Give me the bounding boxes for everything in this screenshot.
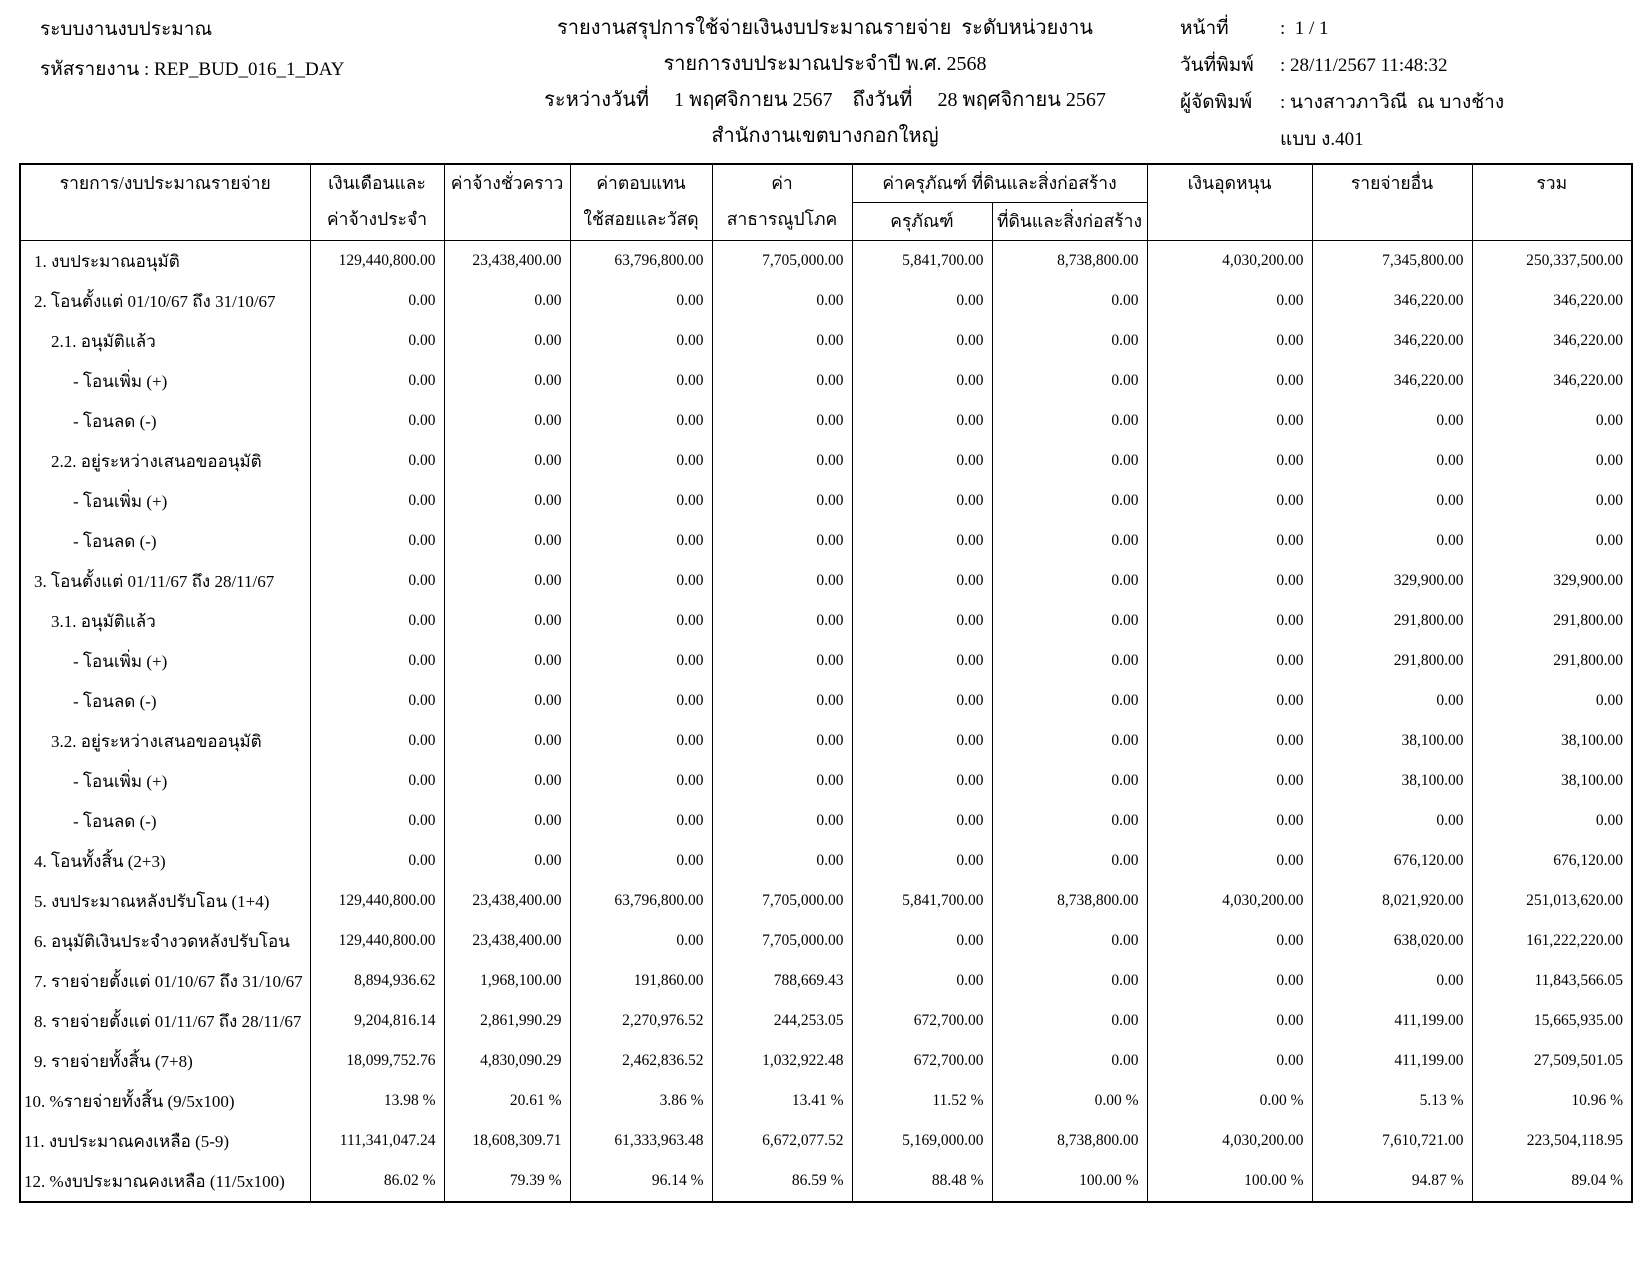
row-label: 6. อนุมัติเงินประจำงวดหลังปรับโอน [20, 921, 310, 961]
row-value: 0.00 [992, 921, 1147, 961]
row-value: 0.00 [444, 841, 570, 881]
row-value: 0.00 [1147, 761, 1312, 801]
row-label: - โอนลด (-) [20, 521, 310, 561]
row-value: 0.00 [444, 281, 570, 321]
row-value: 27,509,501.05 [1472, 1041, 1632, 1081]
row-value: 0.00 [570, 641, 712, 681]
row-value: 89.04 % [1472, 1161, 1632, 1202]
row-value: 8,738,800.00 [992, 1121, 1147, 1161]
row-value: 0.00 [310, 321, 444, 361]
row-value: 0.00 [992, 641, 1147, 681]
row-value: 0.00 [1147, 441, 1312, 481]
row-value: 329,900.00 [1312, 561, 1472, 601]
row-value: 0.00 [570, 681, 712, 721]
row-value: 672,700.00 [852, 1041, 992, 1081]
row-label: 12. %งบประมาณคงเหลือ (11/5x100) [20, 1161, 310, 1202]
row-value: 100.00 % [992, 1161, 1147, 1202]
row-value: 0.00 [570, 601, 712, 641]
row-value: 0.00 [310, 441, 444, 481]
row-value: 346,220.00 [1312, 321, 1472, 361]
row-value: 0.00 [570, 401, 712, 441]
row-value: 5,841,700.00 [852, 881, 992, 921]
report-org-name: สำนักงานเขตบางกอกใหญ่ [711, 125, 939, 147]
table-row [20, 241, 1632, 282]
row-value: 0.00 [712, 321, 852, 361]
row-value: 2,462,836.52 [570, 1041, 712, 1081]
row-value: 0.00 [310, 681, 444, 721]
row-value: 100.00 % [1147, 1161, 1312, 1202]
table-row [20, 361, 1632, 401]
printed-by-label: ผู้จัดพิมพ์ [1180, 92, 1253, 113]
row-value: 0.00 [570, 281, 712, 321]
row-value: 223,504,118.95 [1472, 1121, 1632, 1161]
row-value: 18,099,752.76 [310, 1041, 444, 1081]
row-value: 0.00 [992, 521, 1147, 561]
system-name: ระบบงานงบประมาณ [40, 19, 213, 40]
report-subtitle: รายการงบประมาณประจำปี พ.ศ. 2568 [663, 53, 987, 75]
row-value: 0.00 % [992, 1081, 1147, 1121]
row-value: 7,345,800.00 [1312, 241, 1472, 282]
row-label: - โอนลด (-) [20, 401, 310, 441]
row-value: 0.00 [1472, 801, 1632, 841]
row-value: 676,120.00 [1312, 841, 1472, 881]
row-label: 3. โอนตั้งแต่ 01/11/67 ถึง 28/11/67 [20, 561, 310, 601]
row-value: 0.00 [444, 601, 570, 641]
row-value: 0.00 [712, 681, 852, 721]
row-value: 5,841,700.00 [852, 241, 992, 282]
row-value: 1,032,922.48 [712, 1041, 852, 1081]
row-value: 0.00 [1147, 1041, 1312, 1081]
row-value: 5.13 % [1312, 1081, 1472, 1121]
row-value: 0.00 % [1147, 1081, 1312, 1121]
row-value: 0.00 [444, 481, 570, 521]
row-label: - โอนเพิ่ม (+) [20, 641, 310, 681]
row-value: 0.00 [1472, 401, 1632, 441]
row-label: - โอนเพิ่ม (+) [20, 481, 310, 521]
col-header-salary: เงินเดือนและ ค่าจ้างประจำ [310, 164, 444, 241]
row-value: 346,220.00 [1312, 361, 1472, 401]
table-row [20, 601, 1632, 641]
row-value: 0.00 [712, 361, 852, 401]
row-value: 0.00 [852, 961, 992, 1001]
row-value: 0.00 [1147, 1001, 1312, 1041]
row-value: 0.00 [1147, 681, 1312, 721]
row-value: 4,830,090.29 [444, 1041, 570, 1081]
row-label: 7. รายจ่ายตั้งแต่ 01/10/67 ถึง 31/10/67 [20, 961, 310, 1001]
table-row [20, 1081, 1632, 1121]
row-label: 2.2. อยู่ระหว่างเสนอขออนุมัติ [20, 441, 310, 481]
row-value: 251,013,620.00 [1472, 881, 1632, 921]
row-value: 0.00 [992, 1041, 1147, 1081]
printed-by-value: : นางสาวภาวิณี ณ บางช้าง [1280, 92, 1505, 113]
row-label: 10. %รายจ่ายทั้งสิ้น (9/5x100) [20, 1081, 310, 1121]
row-value: 0.00 [444, 681, 570, 721]
row-value: 0.00 [444, 441, 570, 481]
col-header-subsidy: เงินอุดหนุน [1147, 164, 1312, 241]
row-value: 0.00 [992, 361, 1147, 401]
row-value: 0.00 [310, 841, 444, 881]
page-number-value: : 1 / 1 [1280, 18, 1329, 39]
table-row [20, 1001, 1632, 1041]
row-value: 411,199.00 [1312, 1041, 1472, 1081]
row-value: 0.00 [852, 761, 992, 801]
table-row [20, 761, 1632, 801]
table-header [20, 164, 1632, 241]
row-value: 0.00 [1147, 321, 1312, 361]
table-row [20, 1121, 1632, 1161]
row-value: 0.00 [570, 921, 712, 961]
row-label: - โอนลด (-) [20, 681, 310, 721]
table-row [20, 441, 1632, 481]
row-value: 346,220.00 [1472, 281, 1632, 321]
row-value: 0.00 [570, 481, 712, 521]
row-value: 0.00 [712, 521, 852, 561]
row-value: 0.00 [852, 561, 992, 601]
table-row [20, 961, 1632, 1001]
table-row [20, 521, 1632, 561]
col-header-temp-wage: ค่าจ้างชั่วคราว [444, 164, 570, 241]
row-value: 8,738,800.00 [992, 241, 1147, 282]
row-value: 0.00 [1312, 401, 1472, 441]
row-value: 0.00 [852, 281, 992, 321]
row-value: 96.14 % [570, 1161, 712, 1202]
row-value: 0.00 [852, 401, 992, 441]
row-value: 0.00 [1147, 401, 1312, 441]
col-header-items: รายการ/งบประมาณรายจ่าย [20, 164, 310, 241]
row-value: 7,705,000.00 [712, 921, 852, 961]
row-label: 3.2. อยู่ระหว่างเสนอขออนุมัติ [20, 721, 310, 761]
row-value: 86.59 % [712, 1161, 852, 1202]
row-value: 0.00 [310, 721, 444, 761]
row-value: 0.00 [992, 561, 1147, 601]
row-value: 0.00 [310, 401, 444, 441]
row-value: 4,030,200.00 [1147, 881, 1312, 921]
row-label: 8. รายจ่ายตั้งแต่ 01/11/67 ถึง 28/11/67 [20, 1001, 310, 1041]
row-value: 0.00 [570, 561, 712, 601]
row-value: 0.00 [852, 481, 992, 521]
row-value: 0.00 [1472, 441, 1632, 481]
row-value: 0.00 [992, 801, 1147, 841]
row-label: 11. งบประมาณคงเหลือ (5-9) [20, 1121, 310, 1161]
row-value: 0.00 [570, 441, 712, 481]
row-value: 291,800.00 [1472, 641, 1632, 681]
page-number-label: หน้าที่ [1180, 18, 1229, 39]
row-value: 0.00 [444, 361, 570, 401]
row-value: 0.00 [310, 801, 444, 841]
row-value: 346,220.00 [1472, 361, 1632, 401]
row-value: 8,894,936.62 [310, 961, 444, 1001]
row-value: 0.00 [992, 401, 1147, 441]
table-row [20, 321, 1632, 361]
report-code: รหัสรายงาน : REP_BUD_016_1_DAY [40, 59, 345, 80]
table-row [20, 721, 1632, 761]
table-row [20, 481, 1632, 521]
form-code-spacer [1180, 121, 1280, 158]
row-value: 0.00 [992, 841, 1147, 881]
row-value: 0.00 [1312, 521, 1472, 561]
table-row [20, 841, 1632, 881]
table-row [20, 281, 1632, 321]
row-value: 0.00 [992, 601, 1147, 641]
row-value: 0.00 [310, 761, 444, 801]
row-value: 0.00 [1147, 361, 1312, 401]
col-header-equipment: ครุภัณฑ์ [852, 203, 992, 241]
row-value: 0.00 [712, 841, 852, 881]
row-value: 0.00 [852, 441, 992, 481]
print-date-label: วันที่พิมพ์ [1180, 55, 1254, 76]
row-value: 0.00 [1147, 601, 1312, 641]
row-value: 0.00 [1147, 961, 1312, 1001]
row-value: 291,800.00 [1312, 641, 1472, 681]
row-value: 0.00 [1312, 801, 1472, 841]
row-value: 0.00 [852, 601, 992, 641]
row-value: 10.96 % [1472, 1081, 1632, 1121]
row-value: 0.00 [570, 761, 712, 801]
row-value: 61,333,963.48 [570, 1121, 712, 1161]
row-value: 0.00 [1472, 521, 1632, 561]
row-value: 0.00 [852, 721, 992, 761]
row-value: 0.00 [310, 361, 444, 401]
table-row [20, 641, 1632, 681]
table-row [20, 921, 1632, 961]
row-value: 129,440,800.00 [310, 881, 444, 921]
report-header-right [1180, 10, 1504, 158]
row-value: 0.00 [992, 1001, 1147, 1041]
row-value: 0.00 [712, 281, 852, 321]
row-value: 0.00 [310, 281, 444, 321]
row-value: 94.87 % [1312, 1161, 1472, 1202]
row-value: 0.00 [712, 441, 852, 481]
row-value: 38,100.00 [1472, 761, 1632, 801]
row-value: 13.41 % [712, 1081, 852, 1121]
row-value: 0.00 [992, 281, 1147, 321]
table-body [20, 241, 1632, 1203]
row-value: 788,669.43 [712, 961, 852, 1001]
row-value: 346,220.00 [1472, 321, 1632, 361]
row-value: 244,253.05 [712, 1001, 852, 1041]
row-value: 15,665,935.00 [1472, 1001, 1632, 1041]
budget-summary-table [19, 163, 1633, 1203]
col-header-equipment-land-group: ค่าครุภัณฑ์ ที่ดินและสิ่งก่อสร้าง [852, 164, 1147, 203]
row-value: 4,030,200.00 [1147, 1121, 1312, 1161]
row-value: 0.00 [444, 401, 570, 441]
row-value: 5,169,000.00 [852, 1121, 992, 1161]
row-value: 0.00 [570, 321, 712, 361]
row-value: 129,440,800.00 [310, 921, 444, 961]
row-value: 0.00 [444, 321, 570, 361]
row-value: 0.00 [1312, 481, 1472, 521]
row-value: 0.00 [1147, 641, 1312, 681]
row-value: 0.00 [570, 361, 712, 401]
print-date-value: : 28/11/2567 11:48:32 [1280, 55, 1448, 76]
row-value: 0.00 [310, 641, 444, 681]
row-value: 0.00 [1147, 521, 1312, 561]
row-label: 2. โอนตั้งแต่ 01/10/67 ถึง 31/10/67 [20, 281, 310, 321]
row-value: 191,860.00 [570, 961, 712, 1001]
row-value: 38,100.00 [1312, 721, 1472, 761]
row-value: 0.00 [1147, 281, 1312, 321]
row-value: 13.98 % [310, 1081, 444, 1121]
row-value: 0.00 [310, 601, 444, 641]
row-value: 0.00 [992, 721, 1147, 761]
row-value: 250,337,500.00 [1472, 241, 1632, 282]
row-value: 672,700.00 [852, 1001, 992, 1041]
row-value: 0.00 [852, 801, 992, 841]
row-label: 9. รายจ่ายทั้งสิ้น (7+8) [20, 1041, 310, 1081]
row-label: 1. งบประมาณอนุมัติ [20, 241, 310, 282]
row-value: 0.00 [444, 641, 570, 681]
row-label: - โอนลด (-) [20, 801, 310, 841]
form-code: แบบ ง.401 [1280, 129, 1364, 150]
table-row [20, 401, 1632, 441]
row-value: 0.00 [1312, 441, 1472, 481]
row-label: - โอนเพิ่ม (+) [20, 361, 310, 401]
report-title: รายงานสรุปการใช้จ่ายเงินงบประมาณรายจ่าย ระดับหน่วยงาน [557, 17, 1093, 39]
row-value: 0.00 [1147, 841, 1312, 881]
row-value: 0.00 [1147, 921, 1312, 961]
row-value: 0.00 [444, 521, 570, 561]
row-value: 346,220.00 [1312, 281, 1472, 321]
row-value: 18,608,309.71 [444, 1121, 570, 1161]
row-value: 79.39 % [444, 1161, 570, 1202]
row-value: 0.00 [852, 841, 992, 881]
col-header-total: รวม [1472, 164, 1632, 241]
row-value: 0.00 [1472, 681, 1632, 721]
row-value: 291,800.00 [1472, 601, 1632, 641]
row-label: 5. งบประมาณหลังปรับโอน (1+4) [20, 881, 310, 921]
row-value: 0.00 [1147, 561, 1312, 601]
row-value: 86.02 % [310, 1161, 444, 1202]
row-value: 7,705,000.00 [712, 881, 852, 921]
row-value: 161,222,220.00 [1472, 921, 1632, 961]
row-value: 0.00 [992, 441, 1147, 481]
row-value: 0.00 [1147, 721, 1312, 761]
row-value: 0.00 [570, 521, 712, 561]
row-value: 0.00 [1312, 961, 1472, 1001]
row-value: 0.00 [570, 841, 712, 881]
row-value: 129,440,800.00 [310, 241, 444, 282]
row-value: 0.00 [1147, 801, 1312, 841]
row-value: 23,438,400.00 [444, 921, 570, 961]
row-value: 0.00 [852, 681, 992, 721]
row-value: 7,705,000.00 [712, 241, 852, 282]
row-value: 638,020.00 [1312, 921, 1472, 961]
table-row [20, 681, 1632, 721]
row-label: 4. โอนทั้งสิ้น (2+3) [20, 841, 310, 881]
row-value: 7,610,721.00 [1312, 1121, 1472, 1161]
row-value: 0.00 [712, 601, 852, 641]
row-value: 0.00 [992, 761, 1147, 801]
row-value: 23,438,400.00 [444, 241, 570, 282]
row-value: 0.00 [444, 761, 570, 801]
row-value: 0.00 [712, 761, 852, 801]
col-header-utilities: ค่า สาธารณูปโภค [712, 164, 852, 241]
col-header-compensation: ค่าตอบแทน ใช้สอยและวัสดุ [570, 164, 712, 241]
row-value: 329,900.00 [1472, 561, 1632, 601]
row-value: 0.00 [1472, 481, 1632, 521]
row-value: 0.00 [444, 561, 570, 601]
row-value: 0.00 [310, 481, 444, 521]
col-header-other-expense: รายจ่ายอื่น [1312, 164, 1472, 241]
row-value: 0.00 [852, 361, 992, 401]
row-value: 291,800.00 [1312, 601, 1472, 641]
row-value: 0.00 [712, 801, 852, 841]
row-value: 20.61 % [444, 1081, 570, 1121]
row-value: 11.52 % [852, 1081, 992, 1121]
row-value: 63,796,800.00 [570, 241, 712, 282]
row-value: 11,843,566.05 [1472, 961, 1632, 1001]
row-value: 0.00 [444, 801, 570, 841]
row-label: 3.1. อนุมัติแล้ว [20, 601, 310, 641]
row-value: 0.00 [1147, 481, 1312, 521]
row-value: 0.00 [444, 721, 570, 761]
col-header-land-construction: ที่ดินและสิ่งก่อสร้าง [992, 203, 1147, 241]
row-value: 411,199.00 [1312, 1001, 1472, 1041]
row-value: 0.00 [992, 321, 1147, 361]
row-value: 1,968,100.00 [444, 961, 570, 1001]
row-label: - โอนเพิ่ม (+) [20, 761, 310, 801]
row-value: 6,672,077.52 [712, 1121, 852, 1161]
table-row [20, 1041, 1632, 1081]
row-value: 0.00 [712, 561, 852, 601]
row-value: 111,341,047.24 [310, 1121, 444, 1161]
row-value: 8,021,920.00 [1312, 881, 1472, 921]
row-value: 63,796,800.00 [570, 881, 712, 921]
row-value: 0.00 [310, 521, 444, 561]
row-value: 0.00 [712, 641, 852, 681]
row-value: 0.00 [852, 641, 992, 681]
row-value: 0.00 [712, 721, 852, 761]
row-value: 9,204,816.14 [310, 1001, 444, 1041]
row-value: 0.00 [1312, 681, 1472, 721]
row-value: 0.00 [852, 521, 992, 561]
row-value: 0.00 [852, 321, 992, 361]
row-value: 0.00 [712, 481, 852, 521]
row-value: 0.00 [992, 961, 1147, 1001]
row-value: 0.00 [570, 721, 712, 761]
row-value: 0.00 [310, 561, 444, 601]
table-row [20, 1161, 1632, 1202]
report-date-range: ระหว่างวันที่ 1 พฤศจิกายน 2567 ถึงวันที่ 28 พฤศจิกายน 2567 [544, 89, 1106, 111]
row-value: 0.00 [852, 921, 992, 961]
row-value: 0.00 [992, 481, 1147, 521]
row-value: 0.00 [712, 401, 852, 441]
row-value: 0.00 [570, 801, 712, 841]
row-value: 88.48 % [852, 1161, 992, 1202]
row-value: 2,270,976.52 [570, 1001, 712, 1041]
row-value: 4,030,200.00 [1147, 241, 1312, 282]
row-value: 2,861,990.29 [444, 1001, 570, 1041]
row-value: 38,100.00 [1472, 721, 1632, 761]
row-value: 676,120.00 [1472, 841, 1632, 881]
table-row [20, 881, 1632, 921]
row-value: 3.86 % [570, 1081, 712, 1121]
row-value: 23,438,400.00 [444, 881, 570, 921]
table-row [20, 561, 1632, 601]
row-value: 8,738,800.00 [992, 881, 1147, 921]
row-value: 38,100.00 [1312, 761, 1472, 801]
table-row [20, 801, 1632, 841]
row-label: 2.1. อนุมัติแล้ว [20, 321, 310, 361]
row-value: 0.00 [992, 681, 1147, 721]
